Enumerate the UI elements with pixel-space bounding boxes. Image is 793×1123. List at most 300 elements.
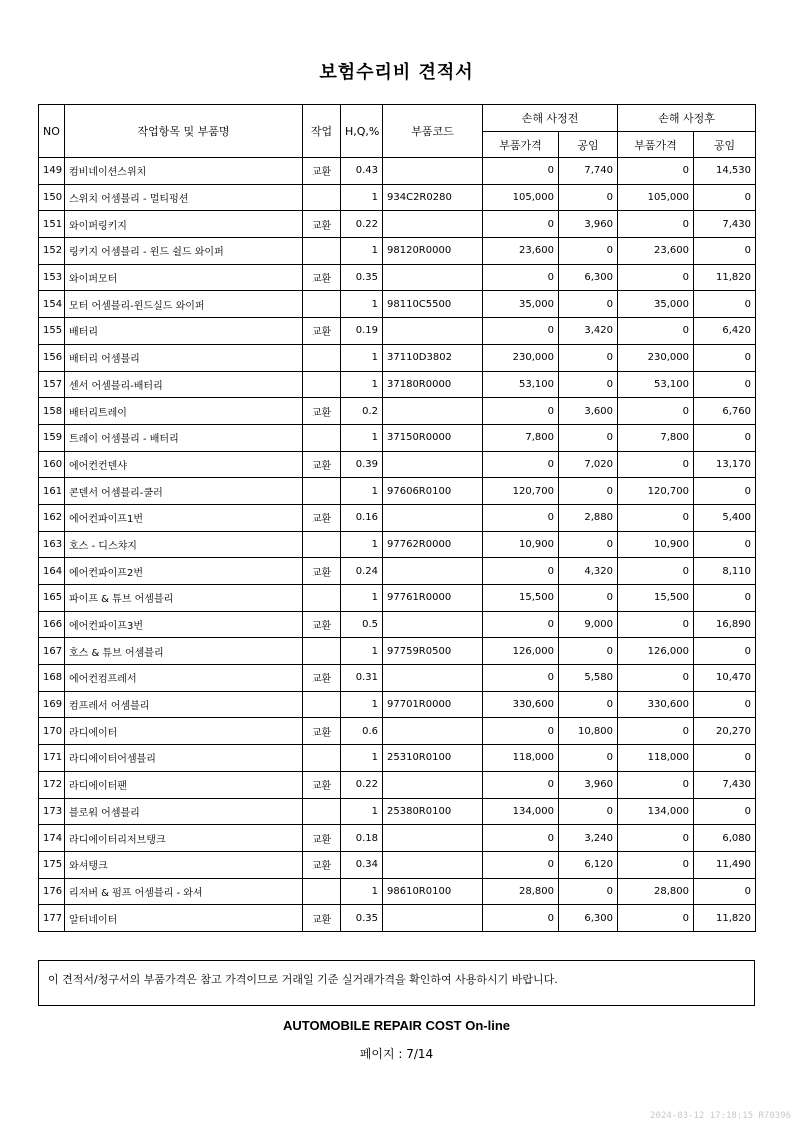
row-part-code [383,851,483,878]
row-no: 162 [39,504,65,531]
row-item-name: 라디에이터어셈블리 [65,745,303,772]
row-no: 157 [39,371,65,398]
row-item-name: 배터리트레이 [65,398,303,425]
header-before-adjustment: 손해 사정전 [483,105,618,132]
row-part-code: 98120R0000 [383,238,483,265]
row-work-type: 교환 [303,451,341,478]
row-work-type: 교환 [303,318,341,345]
row-part-code: 934C2R0280 [383,184,483,211]
row-part-price-after: 0 [618,851,694,878]
table-row [39,344,756,371]
row-labor-after: 11,820 [694,905,756,932]
row-labor-before: 10,800 [559,718,618,745]
row-labor-before: 3,240 [559,825,618,852]
row-item-name: 배터리 [65,318,303,345]
table-row [39,424,756,451]
table-row [39,691,756,718]
row-part-code [383,665,483,692]
row-item-name: 컴비네이션스위치 [65,158,303,185]
row-part-price-before: 230,000 [483,344,559,371]
row-part-price-before: 134,000 [483,798,559,825]
header-item: 작업항목 및 부품명 [65,105,303,158]
header-no: NO [39,105,65,158]
header-hq: H,Q,% [341,105,383,158]
row-labor-after: 0 [694,424,756,451]
row-no: 170 [39,718,65,745]
row-part-price-before: 7,800 [483,424,559,451]
table-row [39,451,756,478]
row-part-price-before: 0 [483,211,559,238]
row-part-price-before: 0 [483,905,559,932]
row-part-price-after: 0 [618,211,694,238]
row-part-price-before: 28,800 [483,878,559,905]
row-hq: 1 [341,878,383,905]
row-no: 166 [39,611,65,638]
row-hq: 1 [341,424,383,451]
row-part-code [383,771,483,798]
row-no: 174 [39,825,65,852]
row-part-code [383,211,483,238]
row-item-name: 콘덴서 어셈블리-쿨러 [65,478,303,505]
row-labor-after: 0 [694,238,756,265]
row-hq: 0.18 [341,825,383,852]
row-work-type [303,424,341,451]
row-work-type: 교환 [303,211,341,238]
row-labor-after: 11,490 [694,851,756,878]
row-hq: 0.5 [341,611,383,638]
row-labor-before: 3,960 [559,771,618,798]
row-labor-before: 3,600 [559,398,618,425]
row-work-type: 교환 [303,665,341,692]
row-work-type [303,878,341,905]
row-part-code: 25310R0100 [383,745,483,772]
document-title: 보험수리비 견적서 [319,62,474,83]
row-item-name: 블로워 어셈블리 [65,798,303,825]
row-part-price-after: 0 [618,771,694,798]
header-work: 작업 [303,105,341,158]
row-work-type [303,745,341,772]
table-row [39,398,756,425]
footer-title: AUTOMOBILE REPAIR COST On-line [282,1018,511,1033]
row-part-price-before: 10,900 [483,531,559,558]
row-labor-before: 0 [559,878,618,905]
row-labor-before: 6,300 [559,264,618,291]
row-part-price-before: 0 [483,611,559,638]
row-labor-after: 0 [694,745,756,772]
row-part-price-before: 0 [483,718,559,745]
row-labor-after: 0 [694,798,756,825]
row-item-name: 호스 - 디스챠지 [65,531,303,558]
row-item-name: 에어컨파이프1번 [65,504,303,531]
row-no: 168 [39,665,65,692]
header-part-price-after: 부품가격 [618,132,694,158]
row-labor-before: 0 [559,344,618,371]
row-hq: 1 [341,238,383,265]
row-no: 171 [39,745,65,772]
row-part-code: 37150R0000 [383,424,483,451]
row-item-name: 링키지 어셈블리 - 윈드 쉴드 와이퍼 [65,238,303,265]
row-part-price-before: 0 [483,771,559,798]
row-labor-before: 9,000 [559,611,618,638]
row-hq: 1 [341,478,383,505]
row-labor-before: 0 [559,184,618,211]
row-labor-after: 16,890 [694,611,756,638]
row-work-type: 교환 [303,158,341,185]
row-labor-before: 0 [559,238,618,265]
row-part-price-after: 0 [618,611,694,638]
row-labor-before: 2,880 [559,504,618,531]
row-no: 177 [39,905,65,932]
row-labor-after: 14,530 [694,158,756,185]
row-part-price-before: 23,600 [483,238,559,265]
table-row [39,638,756,665]
row-part-price-before: 0 [483,318,559,345]
row-item-name: 스위치 어셈블리 - 멀티펑션 [65,184,303,211]
row-part-price-before: 0 [483,158,559,185]
row-part-code [383,451,483,478]
row-labor-after: 20,270 [694,718,756,745]
row-work-type: 교환 [303,905,341,932]
row-part-code [383,504,483,531]
row-labor-after: 0 [694,585,756,612]
row-labor-after: 6,080 [694,825,756,852]
row-part-price-after: 0 [618,318,694,345]
row-hq: 0.19 [341,318,383,345]
row-labor-before: 0 [559,424,618,451]
row-item-name: 라디에이터팬 [65,771,303,798]
row-item-name: 라디에이터 [65,718,303,745]
row-no: 160 [39,451,65,478]
row-hq: 1 [341,745,383,772]
row-part-price-after: 23,600 [618,238,694,265]
row-labor-after: 0 [694,344,756,371]
row-part-price-after: 0 [618,158,694,185]
row-work-type [303,798,341,825]
row-part-price-before: 35,000 [483,291,559,318]
row-work-type [303,184,341,211]
row-labor-after: 0 [694,531,756,558]
row-part-price-before: 0 [483,558,559,585]
row-hq: 1 [341,371,383,398]
row-no: 156 [39,344,65,371]
row-labor-after: 6,420 [694,318,756,345]
table-row [39,531,756,558]
table-row [39,558,756,585]
table-row [39,318,756,345]
row-part-code [383,905,483,932]
row-labor-after: 13,170 [694,451,756,478]
row-labor-after: 0 [694,371,756,398]
row-work-type [303,371,341,398]
row-part-code: 97606R0100 [383,478,483,505]
row-hq: 1 [341,531,383,558]
table-row [39,745,756,772]
row-no: 155 [39,318,65,345]
row-part-price-before: 0 [483,398,559,425]
row-part-price-after: 0 [618,665,694,692]
table-row [39,798,756,825]
row-work-type [303,238,341,265]
table-row [39,184,756,211]
row-part-price-before: 330,600 [483,691,559,718]
row-part-price-before: 120,700 [483,478,559,505]
page-number: 페이지 : 7/14 [359,1047,434,1061]
row-item-name: 에어컨파이프2번 [65,558,303,585]
row-labor-after: 0 [694,638,756,665]
row-part-price-before: 0 [483,851,559,878]
row-no: 149 [39,158,65,185]
row-no: 153 [39,264,65,291]
row-part-price-after: 330,600 [618,691,694,718]
table-row [39,504,756,531]
row-part-price-before: 0 [483,264,559,291]
row-part-price-before: 0 [483,825,559,852]
row-no: 169 [39,691,65,718]
row-hq: 0.43 [341,158,383,185]
row-labor-before: 3,960 [559,211,618,238]
row-no: 173 [39,798,65,825]
row-item-name: 에어컨컴프레서 [65,665,303,692]
row-work-type: 교환 [303,504,341,531]
row-part-code [383,398,483,425]
row-part-code: 37180R0000 [383,371,483,398]
row-part-code: 37110D3802 [383,344,483,371]
row-part-price-after: 120,700 [618,478,694,505]
row-no: 152 [39,238,65,265]
row-hq: 0.39 [341,451,383,478]
row-item-name: 컴프레서 어셈블리 [65,691,303,718]
row-item-name: 배터리 어셈블리 [65,344,303,371]
table-row [39,665,756,692]
row-item-name: 트레이 어셈블리 - 배터리 [65,424,303,451]
row-part-code [383,158,483,185]
row-part-price-after: 105,000 [618,184,694,211]
row-labor-after: 10,470 [694,665,756,692]
row-item-name: 에어컨파이프3번 [65,611,303,638]
row-work-type [303,531,341,558]
row-no: 175 [39,851,65,878]
row-no: 154 [39,291,65,318]
table-row [39,825,756,852]
row-work-type: 교환 [303,558,341,585]
row-hq: 0.22 [341,771,383,798]
row-hq: 1 [341,344,383,371]
row-labor-after: 7,430 [694,211,756,238]
price-notice [38,960,755,1006]
row-part-code: 97701R0000 [383,691,483,718]
row-labor-before: 7,020 [559,451,618,478]
estimate-rows [39,158,756,932]
estimate-table [38,104,756,932]
row-work-type [303,585,341,612]
row-labor-before: 0 [559,798,618,825]
row-labor-after: 8,110 [694,558,756,585]
table-row [39,718,756,745]
row-labor-after: 6,760 [694,398,756,425]
row-part-price-before: 105,000 [483,184,559,211]
table-row [39,211,756,238]
row-no: 165 [39,585,65,612]
row-no: 172 [39,771,65,798]
row-labor-before: 0 [559,745,618,772]
row-part-code: 97759R0500 [383,638,483,665]
row-work-type [303,478,341,505]
table-row [39,851,756,878]
row-part-price-after: 118,000 [618,745,694,772]
row-labor-before: 0 [559,585,618,612]
row-part-price-after: 0 [618,264,694,291]
row-part-price-before: 0 [483,665,559,692]
row-labor-after: 5,400 [694,504,756,531]
row-labor-before: 0 [559,371,618,398]
row-work-type [303,291,341,318]
row-item-name: 와셔탱크 [65,851,303,878]
table-row [39,158,756,185]
row-hq: 1 [341,291,383,318]
row-no: 167 [39,638,65,665]
row-labor-after: 7,430 [694,771,756,798]
row-no: 164 [39,558,65,585]
row-part-price-before: 53,100 [483,371,559,398]
row-hq: 0.31 [341,665,383,692]
row-work-type [303,638,341,665]
row-part-price-after: 0 [618,398,694,425]
row-part-code [383,611,483,638]
row-labor-before: 0 [559,531,618,558]
row-labor-after: 0 [694,291,756,318]
row-hq: 1 [341,798,383,825]
row-item-name: 라디에이터리저브탱크 [65,825,303,852]
row-no: 151 [39,211,65,238]
row-part-price-before: 118,000 [483,745,559,772]
row-hq: 0.35 [341,905,383,932]
row-item-name: 알터네이터 [65,905,303,932]
row-item-name: 호스 & 튜브 어셈블리 [65,638,303,665]
row-part-code [383,558,483,585]
table-row [39,905,756,932]
row-item-name: 리저버 & 펌프 어셈블리 - 와셔 [65,878,303,905]
row-part-price-after: 230,000 [618,344,694,371]
header-after-adjustment: 손해 사정후 [618,105,756,132]
row-part-code: 97761R0000 [383,585,483,612]
row-part-price-after: 0 [618,504,694,531]
row-labor-before: 6,300 [559,905,618,932]
row-part-code: 25380R0100 [383,798,483,825]
row-hq: 0.6 [341,718,383,745]
row-item-name: 모터 어셈블리-윈드실드 와이퍼 [65,291,303,318]
row-work-type: 교환 [303,611,341,638]
table-row [39,478,756,505]
row-work-type: 교환 [303,718,341,745]
table-row [39,291,756,318]
row-no: 161 [39,478,65,505]
row-no: 163 [39,531,65,558]
row-part-price-after: 134,000 [618,798,694,825]
row-item-name: 와이퍼모터 [65,264,303,291]
row-part-code [383,264,483,291]
row-part-price-after: 28,800 [618,878,694,905]
row-labor-before: 4,320 [559,558,618,585]
row-hq: 1 [341,184,383,211]
row-labor-after: 0 [694,184,756,211]
row-part-code [383,318,483,345]
row-hq: 0.35 [341,264,383,291]
row-item-name: 와이퍼링키지 [65,211,303,238]
table-row [39,371,756,398]
row-hq: 0.34 [341,851,383,878]
row-part-price-after: 0 [618,451,694,478]
row-part-price-after: 0 [618,905,694,932]
row-part-price-before: 126,000 [483,638,559,665]
header-part-code: 부품코드 [383,105,483,158]
row-work-type [303,344,341,371]
table-row [39,264,756,291]
row-part-price-after: 126,000 [618,638,694,665]
header-part-price-before: 부품가격 [483,132,559,158]
row-no: 176 [39,878,65,905]
row-part-price-after: 15,500 [618,585,694,612]
row-no: 158 [39,398,65,425]
row-work-type: 교환 [303,398,341,425]
row-part-price-after: 10,900 [618,531,694,558]
table-row [39,878,756,905]
price-notice-text: 이 견적서/청구서의 부품가격은 참고 가격이므로 거래일 기준 실거래가격을 확인하여 사용하시기 바랍니다. [48,973,558,986]
row-no: 150 [39,184,65,211]
row-labor-after: 11,820 [694,264,756,291]
row-hq: 0.16 [341,504,383,531]
row-item-name: 파이프 & 튜브 어셈블리 [65,585,303,612]
row-hq: 0.24 [341,558,383,585]
row-part-price-after: 0 [618,558,694,585]
row-work-type: 교환 [303,264,341,291]
row-hq: 1 [341,638,383,665]
row-item-name: 센서 어셈블리-배터리 [65,371,303,398]
row-part-code: 98610R0100 [383,878,483,905]
row-work-type: 교환 [303,825,341,852]
row-part-price-before: 0 [483,504,559,531]
row-hq: 1 [341,585,383,612]
row-part-price-before: 15,500 [483,585,559,612]
row-labor-before: 3,420 [559,318,618,345]
row-hq: 1 [341,691,383,718]
row-part-price-after: 7,800 [618,424,694,451]
row-item-name: 에어컨컨덴샤 [65,451,303,478]
row-hq: 0.2 [341,398,383,425]
row-labor-after: 0 [694,691,756,718]
row-hq: 0.22 [341,211,383,238]
row-labor-before: 0 [559,478,618,505]
row-part-code [383,718,483,745]
table-row [39,611,756,638]
row-part-price-after: 0 [618,825,694,852]
row-work-type: 교환 [303,851,341,878]
row-part-price-after: 35,000 [618,291,694,318]
row-labor-before: 5,580 [559,665,618,692]
header-labor-before: 공임 [559,132,618,158]
row-labor-after: 0 [694,878,756,905]
row-labor-before: 0 [559,638,618,665]
row-labor-after: 0 [694,478,756,505]
table-row [39,585,756,612]
row-work-type [303,691,341,718]
row-part-price-after: 53,100 [618,371,694,398]
row-part-code [383,825,483,852]
table-row [39,238,756,265]
row-work-type: 교환 [303,771,341,798]
timestamp-stamp: 2024-03-12 17:18:15 R70396 [650,1111,791,1121]
row-no: 159 [39,424,65,451]
row-labor-before: 0 [559,691,618,718]
